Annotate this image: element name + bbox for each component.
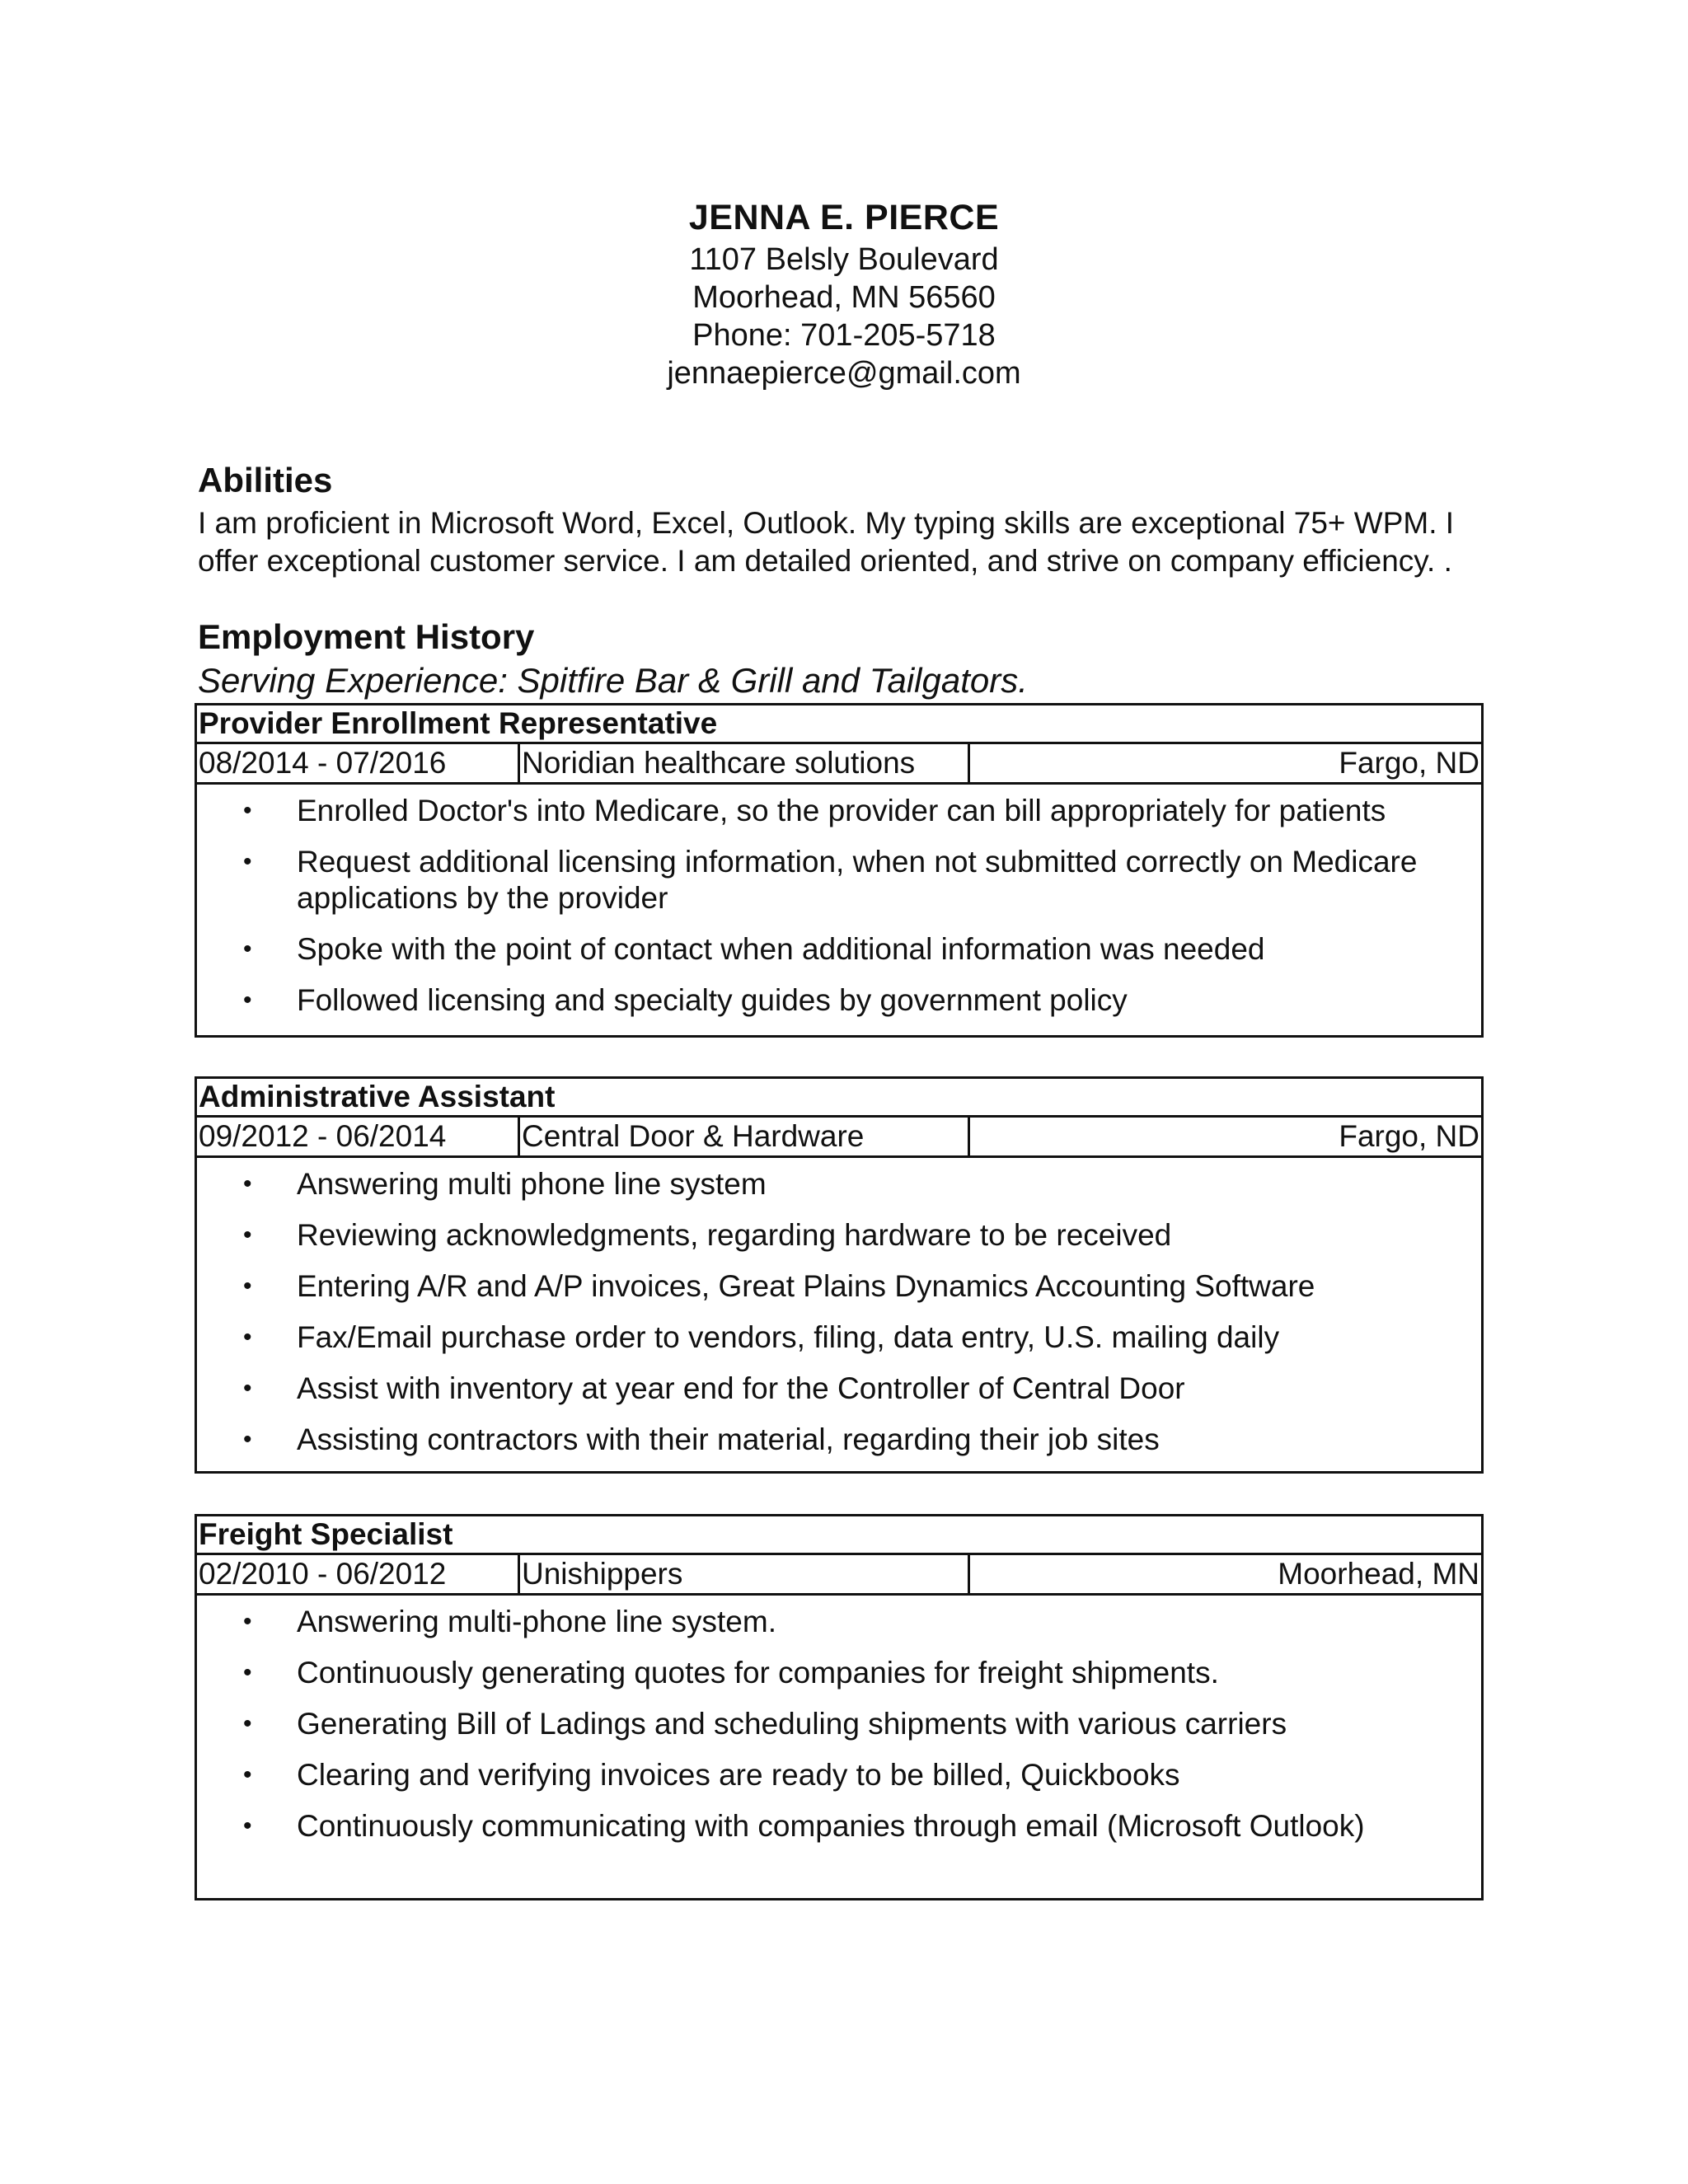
bullet-icon: • (243, 1221, 252, 1249)
duty-item (197, 1371, 1481, 1407)
duty-text: Enrolled Doctor's into Medicare, so the provider can bill appropriately for patients (297, 794, 1386, 827)
bullet-icon: • (243, 1426, 252, 1453)
duty-item (197, 1655, 1481, 1691)
duty-text: Request additional licensing information, when not submitted correctly on Medicare applications by the provider (297, 845, 1418, 915)
bullet-icon: • (243, 1170, 252, 1197)
job-location: Moorhead, MN (1278, 1557, 1479, 1591)
bullet-icon: • (243, 1375, 252, 1402)
job-duties-list (197, 785, 1481, 1019)
duty-item (197, 1268, 1481, 1305)
duty-text: Reviewing acknowledgments, regarding hardware to be received (297, 1218, 1172, 1252)
employment-heading: Employment History (198, 617, 535, 656)
duty-text: Generating Bill of Ladings and scheduling shipments with various carriers (297, 1707, 1287, 1741)
job-meta-row (197, 1555, 1481, 1596)
duty-text: Answering multi-phone line system. (297, 1605, 776, 1638)
duty-item (197, 1604, 1481, 1640)
bullet-icon: • (243, 1324, 252, 1351)
phone-number: Phone: 701-205-5718 (692, 318, 996, 353)
bullet-icon: • (243, 1812, 252, 1840)
job-dates: 08/2014 - 07/2016 (197, 744, 520, 782)
duty-item (197, 1757, 1481, 1793)
bullet-icon: • (243, 935, 252, 963)
duty-item (197, 1808, 1481, 1844)
job-title: Freight Specialist (197, 1516, 1481, 1555)
job-entry (195, 1076, 1484, 1474)
duty-item (197, 1706, 1481, 1742)
duty-text: Continuously communicating with companies through email (Microsoft Outlook) (297, 1809, 1365, 1843)
duty-item (197, 1422, 1481, 1458)
duty-text: Spoke with the point of contact when additional information was needed (297, 932, 1265, 966)
candidate-name: JENNA E. PIERCE (688, 198, 1000, 237)
duty-text: Followed licensing and specialty guides by government policy (297, 983, 1128, 1017)
duty-item (197, 982, 1481, 1019)
job-entry (195, 1514, 1484, 1900)
job-location: Fargo, ND (1339, 1119, 1479, 1153)
duty-item (197, 931, 1481, 968)
address-line-2: Moorhead, MN 56560 (692, 280, 996, 315)
address-line-1: 1107 Belsly Boulevard (689, 242, 999, 277)
bullet-icon: • (243, 848, 252, 875)
job-title: Administrative Assistant (197, 1079, 1481, 1118)
duty-text: Assist with inventory at year end for the Controller of Central Door (297, 1371, 1185, 1405)
job-duties-list (197, 1158, 1481, 1458)
email-address: jennaepierce@gmail.com (667, 356, 1021, 391)
job-duties-list (197, 1596, 1481, 1844)
bullet-icon: • (243, 987, 252, 1014)
duty-item (197, 1319, 1481, 1356)
resume-header (0, 194, 1688, 392)
bullet-icon: • (243, 1608, 252, 1635)
job-company: Unishippers (520, 1555, 970, 1593)
job-dates: 02/2010 - 06/2012 (197, 1555, 520, 1593)
duty-item (197, 1217, 1481, 1254)
job-meta-row (197, 744, 1481, 785)
duty-item (197, 793, 1481, 829)
job-meta-row (197, 1118, 1481, 1158)
abilities-text: I am proficient in Microsoft Word, Excel, Outlook. My typing skills are exceptional 75+ WPM. I offer exceptional customer service. I am detailed oriented, and strive on company efficiency. . (198, 506, 1455, 578)
duty-item (197, 844, 1481, 916)
duty-text: Clearing and verifying invoices are ready to be billed, Quickbooks (297, 1758, 1180, 1792)
bullet-icon: • (243, 1710, 252, 1737)
job-company: Noridian healthcare solutions (520, 744, 970, 782)
job-dates: 09/2012 - 06/2014 (197, 1118, 520, 1155)
duty-text: Continuously generating quotes for companies for freight shipments. (297, 1656, 1219, 1690)
duty-text: Assisting contractors with their material, regarding their job sites (297, 1422, 1160, 1456)
job-entry (195, 703, 1484, 1038)
serving-experience-note: Serving Experience: Spitfire Bar & Grill and Tailgators. (198, 661, 1028, 700)
bullet-icon: • (243, 1272, 252, 1300)
bullet-icon: • (243, 1659, 252, 1686)
job-title: Provider Enrollment Representative (197, 705, 1481, 744)
job-location: Fargo, ND (1339, 746, 1479, 780)
abilities-heading: Abilities (198, 461, 333, 499)
duty-text: Answering multi phone line system (297, 1167, 767, 1201)
duty-text: Fax/Email purchase order to vendors, filing, data entry, U.S. mailing daily (297, 1320, 1280, 1354)
duty-item (197, 1166, 1481, 1202)
duty-text: Entering A/R and A/P invoices, Great Plains Dynamics Accounting Software (297, 1269, 1315, 1303)
bullet-icon: • (243, 797, 252, 824)
bullet-icon: • (243, 1761, 252, 1788)
job-company: Central Door & Hardware (520, 1118, 970, 1155)
